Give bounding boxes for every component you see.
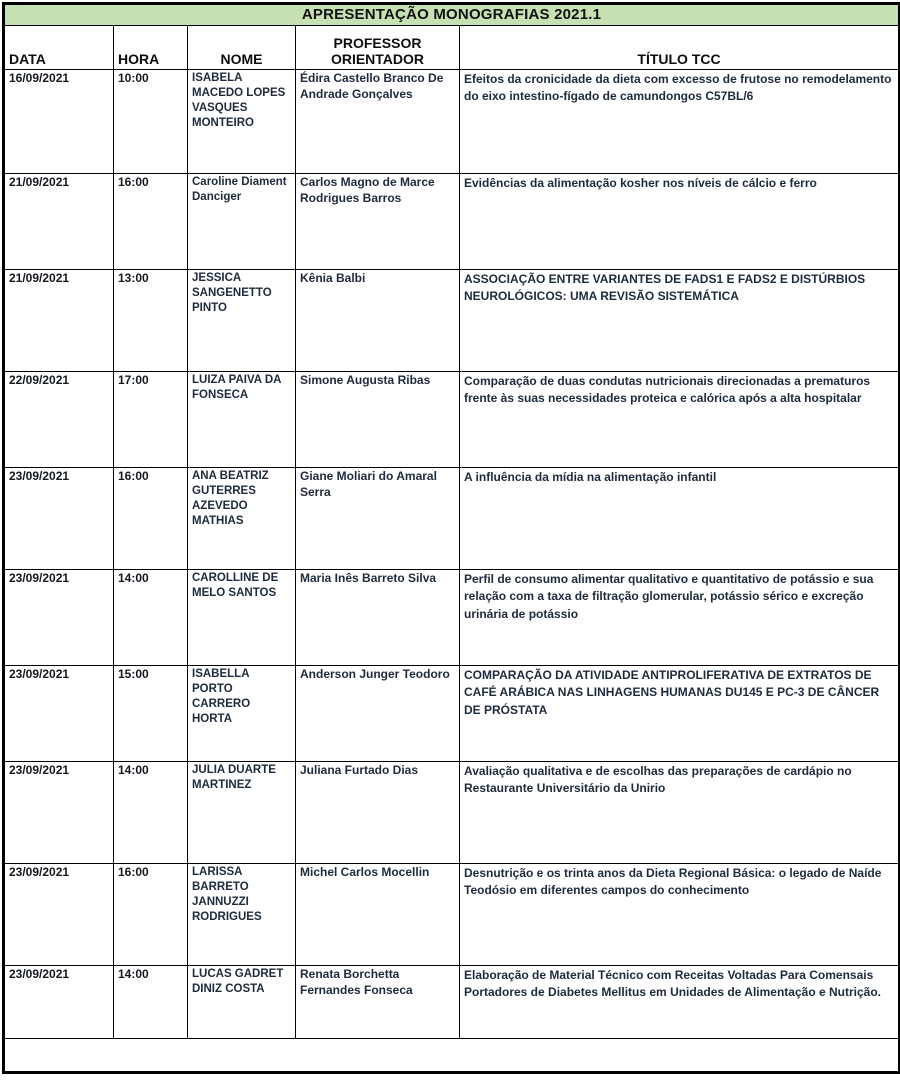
table-row: [4, 468, 900, 570]
cell-data: 16/09/2021: [4, 70, 114, 174]
cell-data: 21/09/2021: [4, 270, 114, 372]
cell-data: 23/09/2021: [4, 468, 114, 570]
title-row: [4, 4, 900, 26]
table-row: [4, 372, 900, 468]
cell-orientador: Anderson Junger Teodoro: [296, 666, 460, 762]
table-row: [4, 966, 900, 1039]
cell-orientador: Kênia Balbi: [296, 270, 460, 372]
cell-nome: ISABELLA PORTO CARRERO HORTA: [188, 666, 296, 762]
cell-hora: 16:00: [114, 174, 188, 270]
cell-orientador: Michel Carlos Mocellin: [296, 864, 460, 966]
empty-row: [4, 1039, 900, 1073]
cell-titulo: Avaliação qualitativa e de escolhas das preparações de cardápio no Restaurante Universitário da Unirio: [460, 762, 900, 864]
cell-titulo: Efeitos da cronicidade da dieta com excesso de frutose no remodelamento do eixo intestino-fígado de camundongos C57BL/6: [460, 70, 900, 174]
table-header-row: [4, 26, 900, 70]
cell-nome: LARISSA BARRETO JANNUZZI RODRIGUES: [188, 864, 296, 966]
cell-orientador: Renata Borchetta Fernandes Fonseca: [296, 966, 460, 1039]
cell-titulo: Perfil de consumo alimentar qualitativo e quantitativo de potássio e sua relação com a taxa de filtração glomerular, potássio sérico e excreção urinária de potássio: [460, 570, 900, 666]
cell-nome: LUIZA PAIVA DA FONSECA: [188, 372, 296, 468]
cell-nome: Caroline Diament Danciger: [188, 174, 296, 270]
cell-nome: ISABELA MACEDO LOPES VASQUES MONTEIRO: [188, 70, 296, 174]
cell-hora: 16:00: [114, 468, 188, 570]
table-row: [4, 570, 900, 666]
cell-data: 22/09/2021: [4, 372, 114, 468]
empty-cell: [4, 1039, 900, 1073]
cell-hora: 14:00: [114, 762, 188, 864]
column-header-nome: NOME: [188, 26, 296, 70]
cell-nome: JESSICA SANGENETTO PINTO: [188, 270, 296, 372]
cell-titulo: Comparação de duas condutas nutricionais direcionadas a prematuros frente às suas necessidades proteica e calórica após a alta hospitalar: [460, 372, 900, 468]
cell-nome: CAROLLINE DE MELO SANTOS: [188, 570, 296, 666]
column-header-data: DATA: [4, 26, 114, 70]
cell-titulo: Evidências da alimentação kosher nos níveis de cálcio e ferro: [460, 174, 900, 270]
cell-hora: 16:00: [114, 864, 188, 966]
cell-orientador: Carlos Magno de Marce Rodrigues Barros: [296, 174, 460, 270]
cell-data: 23/09/2021: [4, 570, 114, 666]
cell-nome: LUCAS GADRET DINIZ COSTA: [188, 966, 296, 1039]
cell-titulo: A influência da mídia na alimentação infantil: [460, 468, 900, 570]
cell-nome: JULIA DUARTE MARTINEZ: [188, 762, 296, 864]
cell-hora: 15:00: [114, 666, 188, 762]
column-header-hora: HORA: [114, 26, 188, 70]
cell-titulo: Elaboração de Material Técnico com Receitas Voltadas Para Comensais Portadores de Diabetes Mellitus em Unidades de Alimentação e Nutrição.: [460, 966, 900, 1039]
table-row: [4, 762, 900, 864]
cell-data: 23/09/2021: [4, 864, 114, 966]
cell-data: 23/09/2021: [4, 666, 114, 762]
cell-hora: 14:00: [114, 570, 188, 666]
page-title: APRESENTAÇÃO MONOGRAFIAS 2021.1: [4, 4, 900, 26]
cell-orientador: Juliana Furtado Dias: [296, 762, 460, 864]
table-row: [4, 174, 900, 270]
cell-nome: ANA BEATRIZ GUTERRES AZEVEDO MATHIAS: [188, 468, 296, 570]
cell-titulo: ASSOCIAÇÃO ENTRE VARIANTES DE FADS1 E FADS2 E DISTÚRBIOS NEUROLÓGICOS: UMA REVISÃO SISTEMÁTICA: [460, 270, 900, 372]
cell-data: 21/09/2021: [4, 174, 114, 270]
cell-hora: 17:00: [114, 372, 188, 468]
cell-hora: 13:00: [114, 270, 188, 372]
cell-data: 23/09/2021: [4, 966, 114, 1039]
cell-hora: 10:00: [114, 70, 188, 174]
table-row: [4, 666, 900, 762]
presentation-schedule-table: [2, 2, 900, 1074]
column-header-orientador: PROFESSOR ORIENTADOR: [296, 26, 460, 70]
cell-titulo: Desnutrição e os trinta anos da Dieta Regional Básica: o legado de Naíde Teodósio em diferentes campos do conhecimento: [460, 864, 900, 966]
cell-hora: 14:00: [114, 966, 188, 1039]
cell-orientador: Simone Augusta Ribas: [296, 372, 460, 468]
cell-orientador: Giane Moliari do Amaral Serra: [296, 468, 460, 570]
table-row: [4, 864, 900, 966]
cell-titulo: COMPARAÇÃO DA ATIVIDADE ANTIPROLIFERATIVA DE EXTRATOS DE CAFÉ ARÁBICA NAS LINHAGENS HUMANAS DU145 E PC-3 DE CÂNCER DE PRÓSTATA: [460, 666, 900, 762]
cell-data: 23/09/2021: [4, 762, 114, 864]
table-row: [4, 270, 900, 372]
table-row: [4, 70, 900, 174]
column-header-titulo: TÍTULO TCC: [460, 26, 900, 70]
cell-orientador: Édira Castello Branco De Andrade Gonçalves: [296, 70, 460, 174]
cell-orientador: Maria Inês Barreto Silva: [296, 570, 460, 666]
